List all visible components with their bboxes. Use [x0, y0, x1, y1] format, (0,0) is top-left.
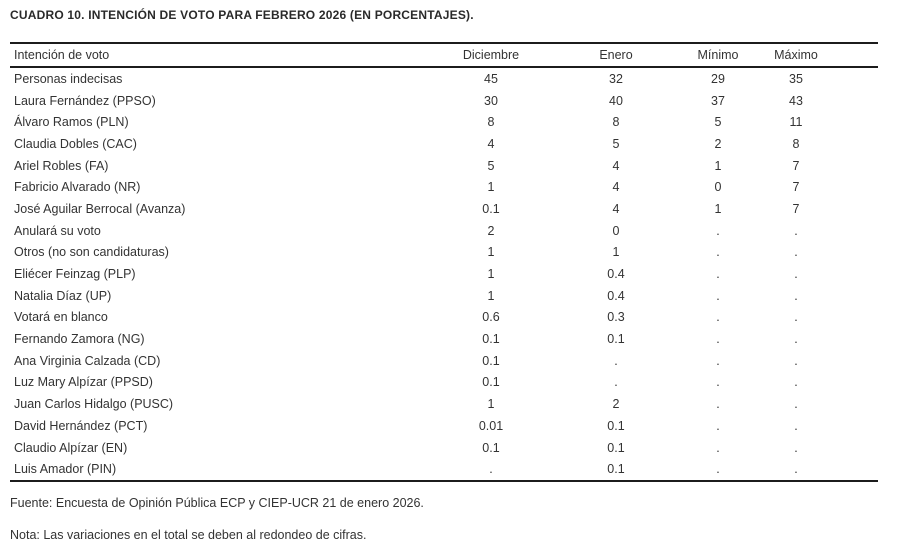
- value-enero: .: [614, 375, 618, 390]
- header-enero: Enero: [540, 43, 692, 67]
- value-minimo: .: [716, 462, 720, 477]
- value-diciembre: 1: [487, 397, 495, 412]
- spacer-cell: [848, 176, 878, 198]
- spacer-cell: [848, 437, 878, 459]
- value-diciembre: 4: [487, 136, 495, 151]
- value-maximo: .: [794, 418, 798, 433]
- candidate-label: Claudia Dobles (CAC): [14, 136, 137, 151]
- candidate-label: Personas indecisas: [14, 71, 123, 86]
- value-minimo: 0: [714, 180, 722, 195]
- value-minimo: .: [716, 353, 720, 368]
- value-enero: 0.1: [607, 440, 625, 455]
- value-maximo: .: [794, 223, 798, 238]
- table-row: [10, 198, 878, 220]
- candidate-label: Fernando Zamora (NG): [14, 332, 145, 347]
- candidate-label: Álvaro Ramos (PLN): [14, 115, 129, 130]
- rounding-note: Nota: Las variaciones en el total se deben al redondeo de cifras.: [10, 528, 367, 542]
- value-enero: 0.1: [607, 462, 625, 477]
- spacer-cell: [848, 155, 878, 177]
- value-minimo: .: [716, 397, 720, 412]
- value-diciembre: 45: [484, 71, 498, 86]
- value-diciembre: 8: [487, 115, 495, 130]
- value-diciembre: 0.1: [482, 353, 500, 368]
- table-row: [10, 176, 878, 198]
- value-minimo: 1: [714, 201, 722, 216]
- value-enero: 4: [612, 201, 620, 216]
- value-minimo: .: [716, 332, 720, 347]
- value-diciembre: 1: [487, 288, 495, 303]
- value-maximo: .: [794, 397, 798, 412]
- candidate-label: Anulará su voto: [14, 223, 101, 238]
- spacer-cell: [848, 415, 878, 437]
- source-note: Fuente: Encuesta de Opinión Pública ECP y CIEP-UCR 21 de enero 2026.: [10, 496, 424, 510]
- candidate-label: Ana Virginia Calzada (CD): [14, 353, 161, 368]
- value-enero: 1: [612, 245, 620, 260]
- value-diciembre: .: [489, 462, 493, 477]
- value-minimo: .: [716, 310, 720, 325]
- value-enero: 4: [612, 158, 620, 173]
- candidate-label: Fabricio Alvarado (NR): [14, 180, 141, 195]
- value-minimo: .: [716, 245, 720, 260]
- value-diciembre: 0.1: [482, 440, 500, 455]
- value-maximo: .: [794, 440, 798, 455]
- spacer-cell: [848, 198, 878, 220]
- table-row: [10, 111, 878, 133]
- header-spacer: [848, 43, 878, 67]
- value-maximo: .: [794, 375, 798, 390]
- spacer-cell: [848, 285, 878, 307]
- value-diciembre: 2: [487, 223, 495, 238]
- candidate-label: Juan Carlos Hidalgo (PUSC): [14, 397, 174, 412]
- table-row: [10, 220, 878, 242]
- value-maximo: 7: [792, 158, 800, 173]
- spacer-cell: [848, 133, 878, 155]
- candidate-label: Natalia Díaz (UP): [14, 288, 112, 303]
- candidate-label: Claudio Alpízar (EN): [14, 440, 128, 455]
- value-enero: 5: [612, 136, 620, 151]
- value-minimo: 37: [711, 93, 725, 108]
- candidate-label: Laura Fernández (PPSO): [14, 93, 156, 108]
- table-row: [10, 458, 878, 481]
- table-row: [10, 155, 878, 177]
- value-minimo: .: [716, 440, 720, 455]
- spacer-cell: [848, 90, 878, 112]
- candidate-label: Ariel Robles (FA): [14, 158, 109, 173]
- table-row: [10, 263, 878, 285]
- spacer-cell: [848, 350, 878, 372]
- candidate-label: David Hernández (PCT): [14, 418, 148, 433]
- spacer-cell: [848, 242, 878, 264]
- table-row: [10, 415, 878, 437]
- value-minimo: .: [716, 288, 720, 303]
- value-diciembre: 0.01: [478, 418, 504, 433]
- value-diciembre: 0.6: [482, 310, 500, 325]
- candidate-label: José Aguilar Berrocal (Avanza): [14, 201, 186, 216]
- value-maximo: .: [794, 462, 798, 477]
- value-maximo: 8: [792, 136, 800, 151]
- table-row: [10, 393, 878, 415]
- value-minimo: .: [716, 223, 720, 238]
- value-diciembre: 5: [487, 158, 495, 173]
- spacer-cell: [848, 67, 878, 90]
- header-diciembre: Diciembre: [442, 43, 540, 67]
- table-row: [10, 242, 878, 264]
- spacer-cell: [848, 111, 878, 133]
- vote-intention-table: [10, 42, 878, 482]
- value-diciembre: 1: [487, 245, 495, 260]
- header-intencion: Intención de voto: [10, 43, 442, 67]
- value-maximo: .: [794, 267, 798, 282]
- table-row: [10, 350, 878, 372]
- value-enero: 8: [612, 115, 620, 130]
- table-row: [10, 133, 878, 155]
- value-minimo: 2: [714, 136, 722, 151]
- value-diciembre: 1: [487, 180, 495, 195]
- value-maximo: .: [794, 310, 798, 325]
- value-enero: 0: [612, 223, 620, 238]
- value-minimo: .: [716, 418, 720, 433]
- candidate-label: Luz Mary Alpízar (PPSD): [14, 375, 153, 390]
- value-diciembre: 0.1: [482, 201, 500, 216]
- value-maximo: 11: [789, 115, 803, 130]
- spacer-cell: [848, 220, 878, 242]
- value-minimo: 29: [711, 71, 725, 86]
- header-maximo: Máximo: [744, 43, 848, 67]
- table-title: CUADRO 10. INTENCIÓN DE VOTO PARA FEBRERO 2026 (EN PORCENTAJES).: [10, 8, 474, 22]
- header-minimo: Mínimo: [692, 43, 744, 67]
- value-enero: 0.1: [607, 332, 625, 347]
- spacer-cell: [848, 328, 878, 350]
- candidate-label: Luis Amador (PIN): [14, 462, 117, 477]
- value-maximo: .: [794, 288, 798, 303]
- value-enero: 2: [612, 397, 620, 412]
- value-maximo: .: [794, 332, 798, 347]
- value-maximo: 7: [792, 201, 800, 216]
- value-enero: 0.4: [607, 267, 625, 282]
- table-row: [10, 372, 878, 394]
- table-row: [10, 328, 878, 350]
- value-maximo: .: [794, 245, 798, 260]
- table-row: [10, 437, 878, 459]
- spacer-cell: [848, 458, 878, 481]
- spacer-cell: [848, 393, 878, 415]
- value-maximo: 43: [789, 93, 803, 108]
- value-enero: 40: [609, 93, 623, 108]
- value-minimo: .: [716, 375, 720, 390]
- value-enero: 0.1: [607, 418, 625, 433]
- table-row: [10, 285, 878, 307]
- table-header: [10, 43, 878, 67]
- table-row: [10, 90, 878, 112]
- value-maximo: .: [794, 353, 798, 368]
- value-enero: 0.4: [607, 288, 625, 303]
- value-maximo: 7: [792, 180, 800, 195]
- value-diciembre: 0.1: [482, 332, 500, 347]
- table-body: [10, 67, 878, 481]
- table-row: [10, 67, 878, 90]
- value-diciembre: 1: [487, 267, 495, 282]
- value-enero: .: [614, 353, 618, 368]
- value-enero: 0.3: [607, 310, 625, 325]
- value-minimo: .: [716, 267, 720, 282]
- value-diciembre: 30: [484, 93, 498, 108]
- value-minimo: 5: [714, 115, 722, 130]
- value-diciembre: 0.1: [482, 375, 500, 390]
- header-row: [10, 43, 878, 67]
- value-enero: 4: [612, 180, 620, 195]
- spacer-cell: [848, 307, 878, 329]
- value-maximo: 35: [789, 71, 803, 86]
- value-enero: 32: [609, 71, 623, 86]
- spacer-cell: [848, 372, 878, 394]
- candidate-label: Eliécer Feinzag (PLP): [14, 267, 136, 282]
- value-minimo: 1: [714, 158, 722, 173]
- candidate-label: Otros (no son candidaturas): [14, 245, 169, 260]
- table-row: [10, 307, 878, 329]
- candidate-label: Votará en blanco: [14, 310, 108, 325]
- spacer-cell: [848, 263, 878, 285]
